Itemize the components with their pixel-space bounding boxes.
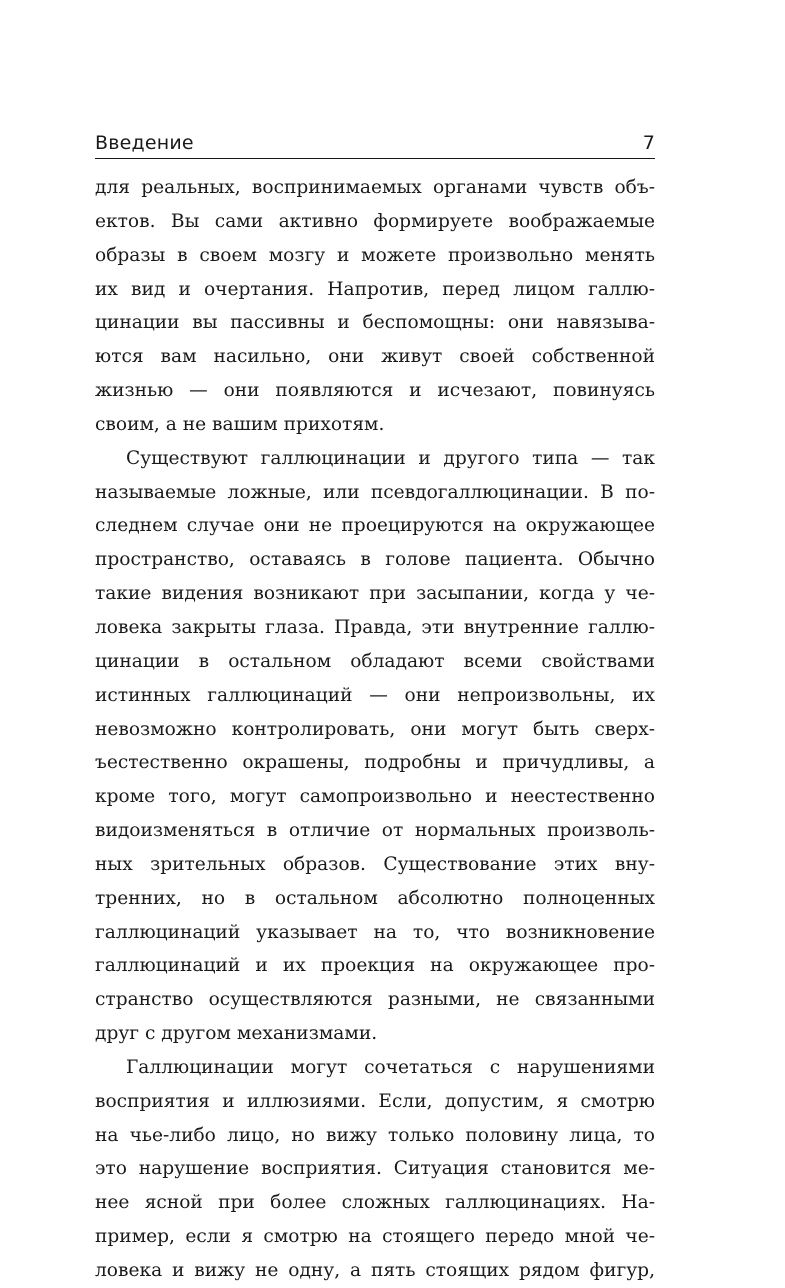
text-line: ются вам насильно, они живут своей собственной (95, 346, 655, 368)
text-line: ловека и вижу не одну, а пять стоящих рядом фигур, (95, 1260, 655, 1281)
text-line: следнем случае они не проецируются на окружающее (95, 515, 655, 537)
text-line: галлюцинаций указывает на то, что возникновение (95, 921, 655, 943)
text-line: тренних, но в остальном абсолютно полноценных (95, 887, 655, 909)
text-line: цинации вы пассивны и беспомощны: они навязыва- (95, 312, 655, 334)
text-line: восприятия и иллюзиями. Если, допустим, я смотрю (95, 1090, 655, 1112)
text-line: галлюцинаций и их проекция на окружающее про- (95, 955, 655, 977)
text-line: ектов. Вы сами активно формируете воображаемые (95, 210, 655, 232)
text-line: Существуют галлюцинации и другого типа — так (126, 447, 655, 469)
text-line: истинных галлюцинаций — они непроизвольны, их (95, 684, 655, 706)
body-text (95, 171, 655, 1288)
running-head (95, 128, 655, 159)
text-line: видоизменяться в отличие от нормальных произволь- (95, 820, 655, 842)
text-line: друг с другом механизмами. (95, 1023, 378, 1045)
text-line: Галлюцинации могут сочетаться с нарушениями (126, 1056, 655, 1078)
text-line: нее ясной при более сложных галлюцинациях. На- (95, 1192, 655, 1214)
text-line: их вид и очертания. Напротив, перед лицом галлю- (95, 278, 655, 300)
paragraph-2 (95, 442, 655, 1051)
text-line: на чье-либо лицо, но вижу только половину лица, то (95, 1124, 655, 1146)
text-line: для реальных, воспринимаемых органами чувств объ- (95, 177, 655, 198)
book-page (95, 128, 655, 1288)
text-line: пример, если я смотрю на стоящего передо мной че- (95, 1226, 655, 1248)
text-line: пространство, оставаясь в голове пациента. Обычно (95, 549, 655, 571)
text-line: это нарушение восприятия. Ситуация становится ме- (95, 1158, 655, 1180)
text-line: жизнью — они появляются и исчезают, повинуясь (95, 380, 655, 402)
text-line: цинации в остальном обладают всеми свойствами (95, 650, 655, 672)
text-line: невозможно контролировать, они могут быть сверх- (95, 718, 655, 740)
text-line: образы в своем мозгу и можете произвольно менять (95, 244, 655, 266)
text-line: ловека закрыты глаза. Правда, эти внутренние галлю- (95, 616, 655, 638)
page-number: 7 (642, 132, 655, 154)
paragraph-1 (95, 171, 655, 442)
text-line: кроме того, могут самопроизвольно и неестественно (95, 786, 655, 808)
paragraph-3 (95, 1051, 655, 1288)
text-line: такие видения возникают при засыпании, когда у че- (95, 583, 655, 605)
text-line: ъестественно окрашены, подробны и причудливы, а (95, 752, 655, 774)
text-line: странство осуществляются разными, не связанными (95, 989, 655, 1011)
text-line: своим, а не вашим прихотям. (95, 413, 385, 435)
section-title: Введение (95, 132, 194, 154)
text-line: называемые ложные, или псевдогаллюцинации. В по- (95, 481, 655, 503)
text-line: ных зрительных образов. Существование этих вну- (95, 853, 655, 875)
